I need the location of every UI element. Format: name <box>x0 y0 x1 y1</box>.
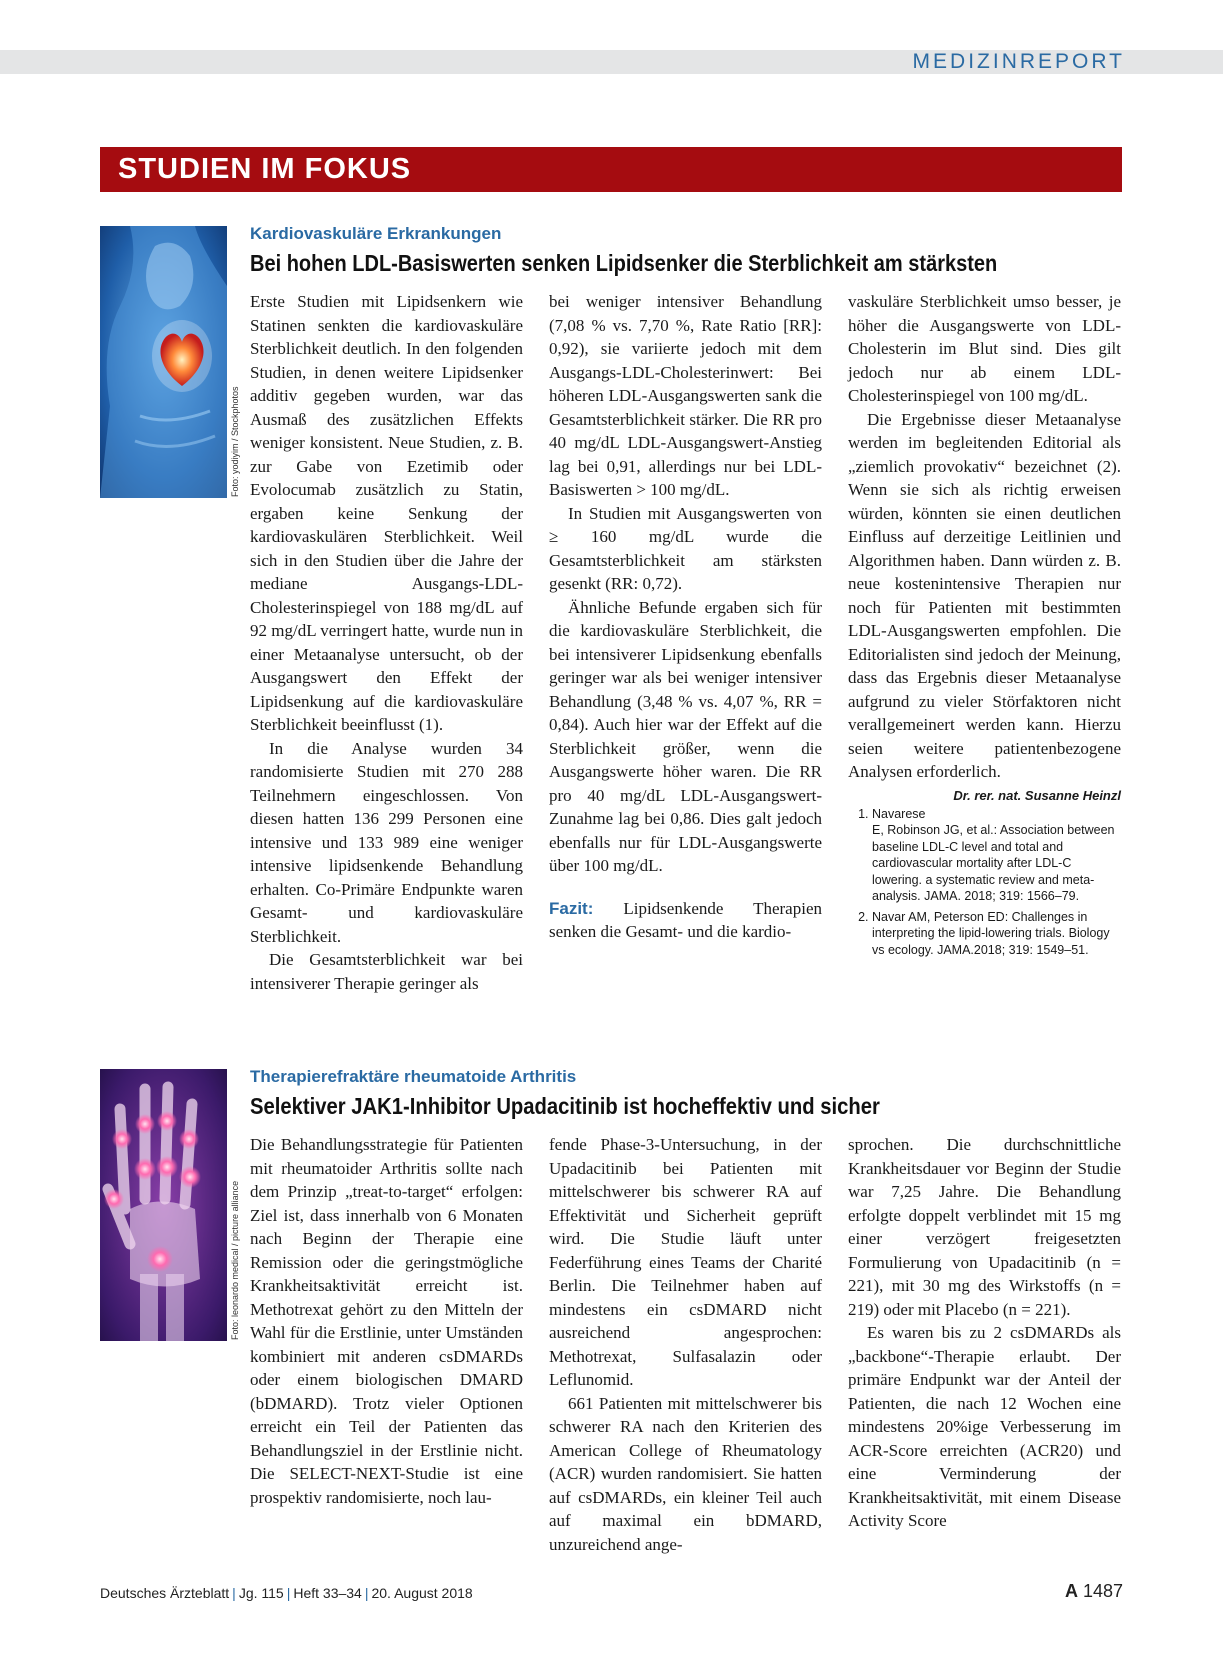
paragraph: Es waren bis zu 2 csDMARDs als „backbone“-Therapie erlaubt. Der primäre Endpunkt war der Anteil der Patienten, die nach 12 Wochen eine mindestens 20%ige Verbesserung im ACR-Score erreichten (ACR20) und eine Verminderung der Krankheitsaktivität, mit einem Disease Activity Score <box>848 1323 1121 1530</box>
footer-separator: | <box>286 1585 291 1601</box>
author-name: Dr. rer. nat. Susanne Heinzl <box>953 787 1121 803</box>
paragraph: vaskuläre Sterblichkeit umso besser, je höher die Ausgangswerte von LDL-Cholesterin im Blut sind. Dies gilt jedoch nur ab einem LDL-Cholesterinspiegel von 100 mg/dL. <box>848 292 1121 405</box>
paragraph: Ähnliche Befunde ergaben sich für die kardiovaskuläre Sterblichkeit, die bei intensiverer Lipidsenkung ebenfalls geringer war als bei weniger intensiver Behandlung (3,48 % vs. 4,07 %, RR = 0,84). Auch hier war der Effekt auf die Sterblichkeit größer, wenn die Ausgangswerte höher waren. Die RR pro 40 mg/dL LDL-Ausgangswert-Zunahme lag bei 0,86. Dies galt jedoch ebenfalls nur für LDL-Ausgangswerte über 100 mg/dL. <box>549 597 822 875</box>
article-column-2 <box>549 290 822 944</box>
paragraph-text: Die Ergebnisse dieser Metaanalyse werden im begleitenden Editorial als „ziemlich provokativ“ bezeichnet (2). Wenn sie sich als richtig erweisen würden, könnten sie einen deutlichen Einfluss auf derzeitige Leitlinien und Algorithmen haben. Dann würden z. B. neue kostenintensive Therapien nur noch für Patienten mit bestimmten LDL-Ausgangswerten empfohlen. Die Editorialisten sind jedoch der Meinung, dass das Ergebnis dieser Metaanalyse aufgrund zu vieler Störfaktoren nicht verallgemeinert werden kann. Hierzu seien weitere patientenbezogene Analysen erforderlich. <box>848 409 1121 781</box>
journal-volume: Jg. 115 <box>238 1585 284 1601</box>
photo-credit: Foto: yodiyim / Stockphotos <box>230 386 240 497</box>
article-kicker: Therapierefraktäre rheumatoide Arthritis <box>250 1067 577 1086</box>
paragraph: In die Analyse wurden 34 randomisierte Studien mit 270 288 Teilnehmern eingeschlossen. Von diesen hatten 136 299 Personen eine intensive und 133 989 eine weniger intensive lipidsenkende Behandlung erhalten. Co-Primäre Endpunkte waren Gesamt- und kardiovaskuläre Sterblichkeit. <box>250 738 523 946</box>
page-number-value: 1487 <box>1082 1581 1123 1601</box>
fazit-text: Lipidsenkende Therapien senken die Gesamt- und die kardio- <box>549 898 822 941</box>
section-label: MEDIZINREPORT <box>912 50 1125 73</box>
fazit-paragraph <box>549 897 822 944</box>
page-footer <box>100 1585 473 1601</box>
section-banner: STUDIEN IM FOKUS <box>100 147 1122 192</box>
article-column-2 <box>549 1133 822 1556</box>
article-column-1 <box>250 1133 523 1509</box>
article-column-3 <box>848 1133 1121 1533</box>
journal-name: Deutsches Ärzteblatt <box>100 1585 230 1601</box>
paragraph: Die Behandlungsstrategie für Patienten mit rheumatoider Arthritis sollte nach dem Prinzip „treat-to-target“ erfolgen: Ziel ist, dass innerhalb von 6 Monaten nach Beginn der Therapie eine Remission oder die geringstmögliche Krankheitsaktivität erreicht ist. Methotrexat gehört zu den Mitteln der Wahl für die Erstlinie, unter Umständen kombiniert mit anderen csDMARDs oder einem biologischen DMARD (bDMARD). Trotz vieler Optionen erreicht ein Teil der Patienten das Behandlungsziel in der Erstlinie nicht. Die SELECT-NEXT-Studie ist eine prospektiv randomisierte, noch lau- <box>250 1135 523 1507</box>
paragraph <box>848 408 1121 803</box>
hand-xray-photo <box>100 1069 227 1341</box>
article-kicker: Kardiovaskuläre Erkrankungen <box>250 224 502 243</box>
paragraph: 661 Patienten mit mittelschwerer bis schwerer RA nach den Kriterien des American College of Rheumatology (ACR) wurden randomisiert. Sie hatten auf csDMARDs, ein kleiner Teil auch auf maximal ein bDMARD, unzureichend ange- <box>549 1393 822 1554</box>
article-headline: Bei hohen LDL-Basiswerten senken Lipidsenker die Sterblichkeit am stärksten <box>250 250 998 276</box>
paragraph: Erste Studien mit Lipidsenkern wie Statinen senkten die kardiovaskuläre Sterblichkeit deutlich. In den folgenden Studien, in denen weitere Lipidsenker additiv gegeben wurden, war das Ausmaß des zusätzlichen Effekts weniger konsistent. Neue Studien, z. B. zur Gabe von Ezetimib oder Evolocumab zusätzlich zu Statin, ergaben keine Senkung der kardiovaskulären Sterblichkeit. Weil sich in den Studien über die Jahre der mediane Ausgangs-LDL-Cholesterinspiegel von 188 mg/dL auf 92 mg/dL verringert hatte, wurde nun in einer Metaanalyse untersucht, ob der Ausgangswert den Effekt der Lipidsenkung auf die kardiovaskuläre Sterblichkeit beeinflusst (1). <box>250 292 523 734</box>
article-column-1 <box>250 290 523 995</box>
page-number <box>1065 1581 1123 1602</box>
paragraph: Die Gesamtsterblichkeit war bei intensiverer Therapie geringer als <box>250 950 523 993</box>
reference-item: 1. Navarese E, Robinson JG, et al.: Association between baseline LDL-C level and total and cardiovascular mortality after LDL-C lowering. a systematic review and meta-analysis. JAMA. 2018; 319: 1566–79. <box>872 806 1121 905</box>
paragraph: sprochen. Die durchschnittliche Krankheitsdauer vor Beginn der Studie war 7,25 Jahre. Die Behandlung erfolgte doppelt verblindet mit 15 mg einer verzögert freigesetzten Formulierung von Upadacitinib (n = 221), mit 30 mg des Wirkstoffs (n = 219) oder mit Placebo (n = 221). <box>848 1135 1121 1319</box>
paragraph: In Studien mit Ausgangswerten von ≥ 160 mg/dL wurde die Gesamtsterblichkeit am stärksten gesenkt (RR: 0,72). <box>549 503 822 593</box>
article-headline: Selektiver JAK1-Inhibitor Upadacitinib ist hocheffektiv und sicher <box>250 1093 880 1119</box>
footer-separator: | <box>364 1585 369 1601</box>
article-column-3 <box>848 290 1121 962</box>
footer-separator: | <box>232 1585 236 1601</box>
reference-item: 2. Navar AM, Peterson ED: Challenges in interpreting the lipid-lowering trials. Biology vs ecology. JAMA.2018; 319: 1549–51. <box>872 909 1121 959</box>
photo-credit: Foto: leonardo medical / picture alliance <box>230 1180 240 1340</box>
references-list <box>848 806 1121 959</box>
journal-issue: Heft 33–34 <box>293 1585 362 1601</box>
paragraph: bei weniger intensiver Behandlung (7,08 % vs. 7,70 %, Rate Ratio [RR]: 0,92), sie variierte jedoch mit dem Ausgangs-LDL-Cholesterinwert: Bei höheren LDL-Ausgangswerten sank die Gesamtsterblichkeit stärker. Die RR pro 40 mg/dL LDL-Ausgangswert-Anstieg lag bei 0,91, allerdings nur bei LDL-Basiswerten > 100 mg/dL. <box>549 292 822 499</box>
heart-photo <box>100 226 227 498</box>
paragraph: fende Phase-3-Untersuchung, in der Upadacitinib bei Patienten mit mittelschwerer bis schwerer RA auf Effektivität und Sicherheit geprüft wird. Die Studie läuft unter Federführung eines Teams der Charité Berlin. Die Teilnehmer haben auf mindestens ein csDMARD nicht ausreichend angesprochen: Methotrexat, Sulfasalazin oder Leflunomid. <box>549 1135 822 1389</box>
fazit-label: Fazit: <box>549 898 594 918</box>
issue-date: 20. August 2018 <box>371 1585 473 1601</box>
page-letter: A <box>1064 1581 1078 1601</box>
